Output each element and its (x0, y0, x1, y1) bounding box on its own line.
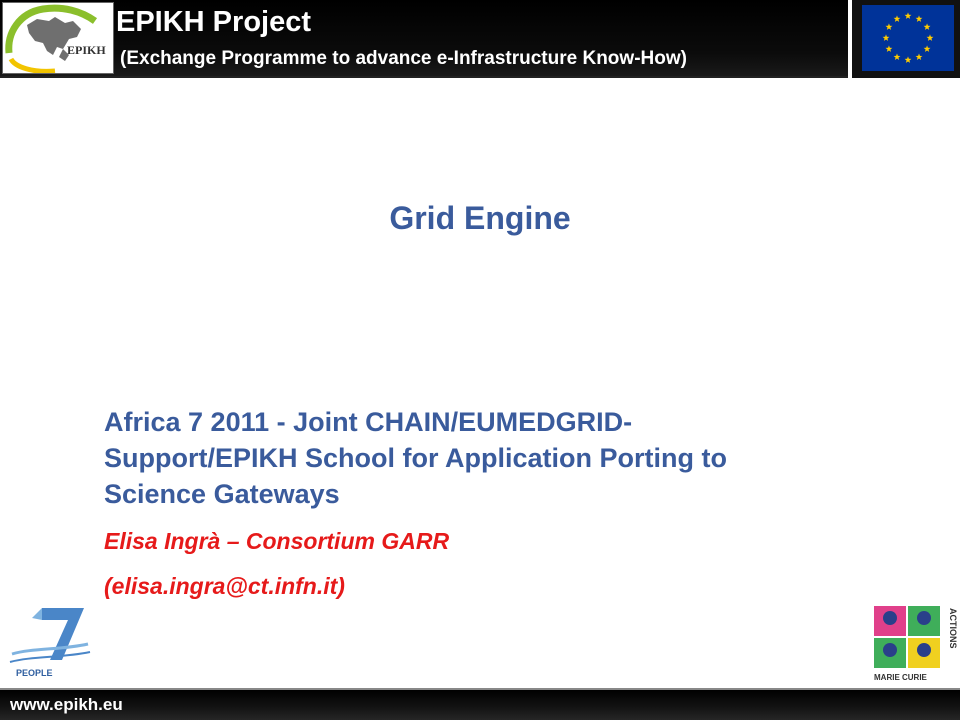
fp7-logo-icon (2, 604, 94, 684)
event-title: Africa 7 2011 - Joint CHAIN/EUMEDGRID-Support/EPIKH School for Application Porting to Science Gateways (104, 407, 727, 509)
mc-name-text: MARIE CURIE (874, 673, 927, 682)
fp7-people-logo (2, 604, 94, 684)
eu-flag-icon (852, 0, 960, 78)
slide-title: Grid Engine (389, 200, 571, 236)
author-email: (elisa.ingra@ct.infn.it) (104, 573, 345, 599)
project-title: EPIKH Project (116, 6, 311, 38)
header-bar (0, 0, 848, 78)
marie-curie-logo-icon (872, 604, 958, 686)
marie-curie-logo (872, 604, 958, 686)
fp7-people-text: PEOPLE (16, 668, 53, 678)
footer-bar (0, 688, 960, 720)
epikh-map-logo-icon (3, 3, 114, 74)
eu-flag (852, 0, 960, 78)
project-subtitle: (Exchange Programme to advance e-Infrastructure Know-How) (120, 48, 687, 69)
mc-actions-text: ACTIONS (948, 608, 958, 649)
footer-url[interactable]: www.epikh.eu (10, 695, 123, 714)
author-line: Elisa Ingrà – Consortium GARR (104, 528, 450, 554)
header (0, 0, 960, 78)
epikh-logo (2, 2, 114, 74)
logo-text: EPIKH (67, 43, 106, 57)
